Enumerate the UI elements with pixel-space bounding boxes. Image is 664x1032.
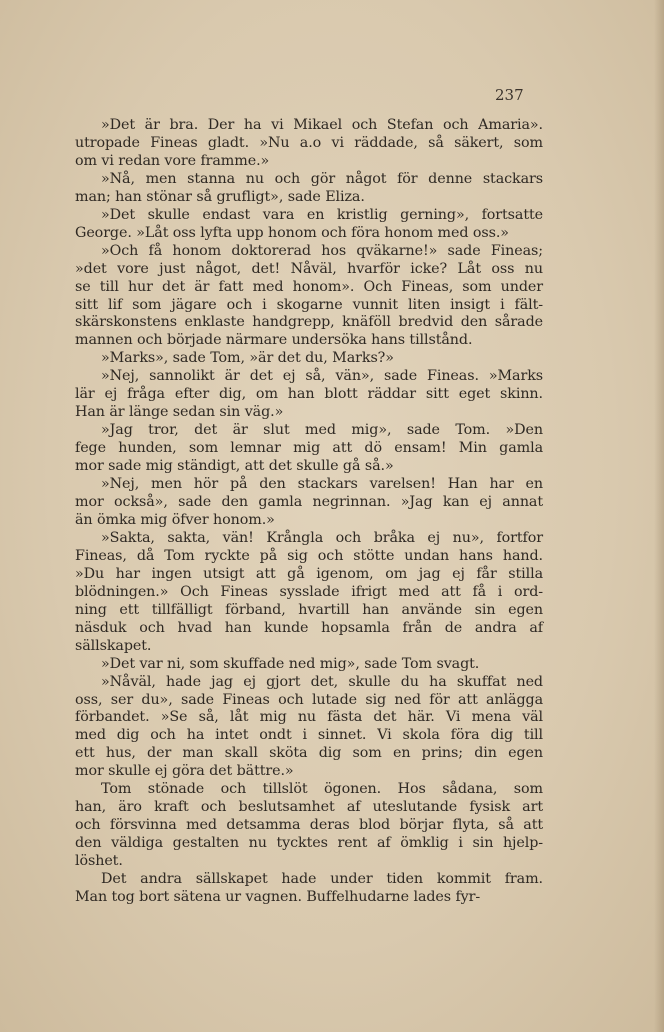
text-line: näsduk och hvad han kunde hopsamla från de andra af bbox=[75, 619, 543, 636]
text-line: än ömka mig öfver honom.» bbox=[75, 511, 275, 528]
text-line: sitt lif som jägare och i skogarne vunnit liten insigt i fält- bbox=[75, 296, 543, 313]
text-line: Man tog bort sätena ur vagnen. Buffelhudarne lades fyr- bbox=[75, 888, 481, 905]
text-line: mor sade mig ständigt, att det skulle gå så.» bbox=[75, 458, 394, 475]
text-line: skärskonstens enklaste handgrepp, knäföll bredvid den sårade bbox=[75, 314, 543, 331]
text-line: »Jag tror, det är slut med mig», sade Tom. »Den bbox=[101, 422, 543, 439]
text-line: sällskapet. bbox=[75, 637, 152, 654]
text-line: Tom stönade och tillslöt ögonen. Hos sådana, som bbox=[101, 781, 543, 798]
text-line: utropade Fineas gladt. »Nu a.o vi räddade, så säkert, som bbox=[75, 134, 543, 151]
text-line: »Det skulle endast vara en kristlig gerning», fortsatte bbox=[101, 206, 543, 223]
text-line: mannen och började närmare undersöka hans tillstånd. bbox=[75, 332, 473, 349]
text-line: »Och få honom doktorerad hos qväkarne!» sade Fineas; bbox=[101, 242, 543, 259]
text-line: »Det var ni, som skuffade ned mig», sade Tom svagt. bbox=[101, 655, 480, 672]
text-line: man; han stönar så grufligt», sade Eliza. bbox=[75, 188, 365, 205]
text-line: den väldiga gestalten nu tycktes rent af ömklig i sin hjelp- bbox=[75, 835, 543, 852]
text-line: förbandet. »Se så, låt mig nu fästa det här. Vi mena väl bbox=[75, 709, 543, 726]
text-line: Det andra sällskapet hade under tiden kommit fram. bbox=[101, 871, 543, 888]
text-line: Fineas, då Tom ryckte på sig och stötte undan hans hand. bbox=[75, 547, 543, 564]
text-line: »Det är bra. Der ha vi Mikael och Stefan och Amaria». bbox=[101, 117, 543, 133]
text-line: med dig och ha intet ondt i sinnet. Vi skola föra dig till bbox=[75, 727, 543, 744]
page-body-text bbox=[75, 117, 543, 907]
text-line: »Sakta, sakta, vän! Krångla och bråka ej nu», fortfor bbox=[101, 529, 543, 546]
text-line: om vi redan vore framme.» bbox=[75, 152, 270, 169]
text-line: »det vore just något, det! Nåväl, hvarför icke? Låt oss nu bbox=[75, 260, 543, 277]
text-line: »Nå, men stanna nu och gör något för denne stackars bbox=[101, 170, 543, 187]
text-line: »Du har ingen utsigt att gå igenom, om jag ej får stilla bbox=[75, 565, 543, 582]
text-line: George. »Låt oss lyfta upp honom och föra honom med oss.» bbox=[75, 224, 509, 241]
text-line: »Nej, sannolikt är det ej så, vän», sade Fineas. »Marks bbox=[101, 368, 543, 385]
text-line: och försvinna med detsamma deras blod börjar flyta, så att bbox=[75, 817, 543, 834]
text-line: ning ett tillfälligt förband, hvartill han använde sin egen bbox=[75, 601, 543, 618]
text-line: ett hus, der man skall sköta dig som en prins; din egen bbox=[75, 745, 543, 762]
text-line: löshet. bbox=[75, 853, 123, 870]
text-line: Han är länge sedan sin väg.» bbox=[75, 404, 284, 421]
text-line: »Nej, men hör på den stackars varelsen! Han har en bbox=[101, 476, 543, 493]
text-line: »Marks», sade Tom, »är det du, Marks?» bbox=[101, 350, 394, 367]
text-line: fege hunden, som lemnar mig att dö ensam! Min gamla bbox=[75, 440, 543, 457]
page-number: 237 bbox=[495, 86, 524, 104]
text-line: han, äro kraft och beslutsamhet af uteslutande fysisk art bbox=[75, 799, 543, 816]
text-line: mor också», sade den gamla negrinnan. »Jag kan ej annat bbox=[75, 494, 543, 511]
text-line: oss, ser du», sade Fineas och lutade sig ned för att anlägga bbox=[75, 691, 543, 708]
text-line: blödningen.» Och Fineas sysslade ifrigt med att få i ord- bbox=[75, 583, 543, 600]
page-edge-shadow bbox=[654, 0, 664, 1032]
text-line: »Nåväl, hade jag ej gjort det, skulle du ha skuffat ned bbox=[101, 673, 543, 690]
text-line: lär ej fråga efter dig, om han blott räddar sitt eget skinn. bbox=[75, 386, 543, 403]
text-line: se till hur det är fatt med honom». Och Fineas, som under bbox=[75, 278, 543, 295]
text-line: mor skulle ej göra det bättre.» bbox=[75, 763, 294, 780]
